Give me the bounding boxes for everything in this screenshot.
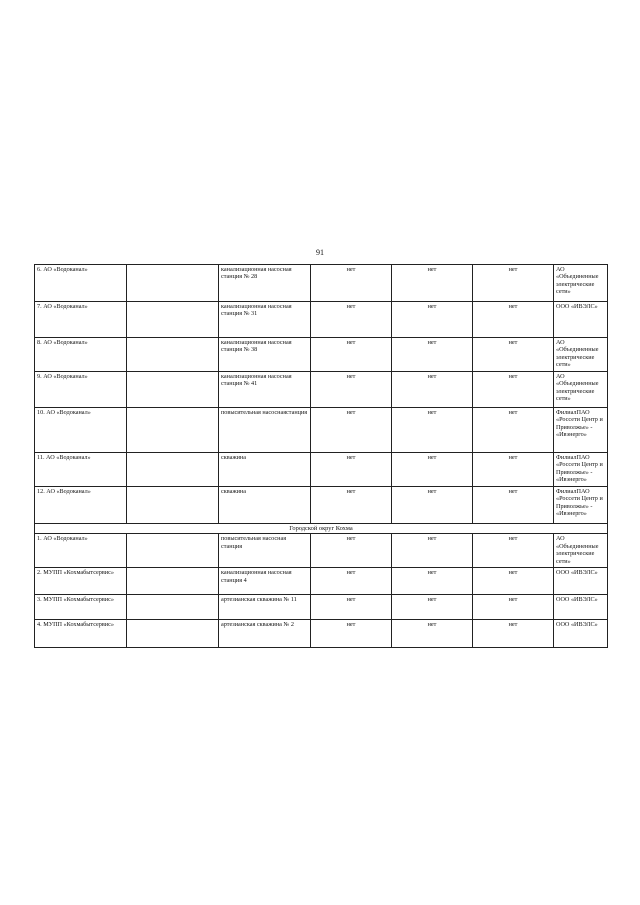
value-cell-1: нет: [311, 453, 392, 487]
value-cell-3: нет: [473, 408, 554, 453]
table-body-lower: [35, 534, 608, 648]
value-cell-2: нет: [392, 568, 473, 595]
supplier-cell: ООО «ИВЭЛС»: [554, 595, 608, 620]
table-row: [35, 453, 608, 487]
value-cell-1: нет: [311, 408, 392, 453]
value-cell-2: нет: [392, 265, 473, 302]
facility-cell: скважина: [219, 487, 311, 524]
operator-cell: 3. МУПП «Кохмабытсервис»: [35, 595, 127, 620]
table-body-upper: [35, 265, 608, 524]
facility-cell: канализационная насосная станция № 31: [219, 302, 311, 338]
value-cell-2: нет: [392, 620, 473, 648]
operator-cell: 7. АО «Водоканал»: [35, 302, 127, 338]
operator-cell: 6. АО «Водоканал»: [35, 265, 127, 302]
value-cell-2: нет: [392, 302, 473, 338]
blank-cell: [127, 372, 219, 408]
facility-cell: повысительная насосная станция: [219, 534, 311, 568]
supplier-cell: ФилиалПАО «Россети Центр и Приволжье» - «Ивэнерго»: [554, 487, 608, 524]
operator-cell: 11. АО «Водоканал»: [35, 453, 127, 487]
facility-cell: канализационная насосная станция № 28: [219, 265, 311, 302]
facility-cell: канализационная насосная станция № 41: [219, 372, 311, 408]
section-title: Городской округ Кохма: [35, 524, 608, 534]
blank-cell: [127, 453, 219, 487]
supplier-cell: ООО «ИВЭЛС»: [554, 620, 608, 648]
blank-cell: [127, 620, 219, 648]
value-cell-2: нет: [392, 534, 473, 568]
value-cell-3: нет: [473, 338, 554, 372]
value-cell-3: нет: [473, 372, 554, 408]
operator-cell: 4. МУПП «Кохмабытсервис»: [35, 620, 127, 648]
value-cell-3: нет: [473, 595, 554, 620]
blank-cell: [127, 408, 219, 453]
value-cell-1: нет: [311, 487, 392, 524]
value-cell-3: нет: [473, 302, 554, 338]
value-cell-2: нет: [392, 453, 473, 487]
operator-cell: 9. АО «Водоканал»: [35, 372, 127, 408]
table-row: [35, 265, 608, 302]
table-row: [35, 534, 608, 568]
blank-cell: [127, 302, 219, 338]
table-row: [35, 487, 608, 524]
operator-cell: 1. АО «Водоканал»: [35, 534, 127, 568]
page-number: 91: [316, 248, 324, 257]
value-cell-1: нет: [311, 620, 392, 648]
table-row: [35, 620, 608, 648]
table-row: [35, 408, 608, 453]
operator-cell: 8. АО «Водоканал»: [35, 338, 127, 372]
value-cell-1: нет: [311, 302, 392, 338]
facility-cell: артезианская скважина № 2: [219, 620, 311, 648]
blank-cell: [127, 568, 219, 595]
supplier-cell: АО «Объединенные электрические сети»: [554, 265, 608, 302]
operator-cell: 10. АО «Водоканал»: [35, 408, 127, 453]
value-cell-2: нет: [392, 595, 473, 620]
value-cell-3: нет: [473, 487, 554, 524]
value-cell-2: нет: [392, 408, 473, 453]
blank-cell: [127, 265, 219, 302]
table-row: [35, 302, 608, 338]
section-header-group: [35, 524, 608, 534]
value-cell-3: нет: [473, 265, 554, 302]
value-cell-1: нет: [311, 568, 392, 595]
blank-cell: [127, 595, 219, 620]
supplier-cell: ФилиалПАО «Россети Центр и Приволжье» - «Ивэнерго»: [554, 408, 608, 453]
facility-cell: канализационная насосная станция 4: [219, 568, 311, 595]
facility-cell: скважина: [219, 453, 311, 487]
value-cell-2: нет: [392, 372, 473, 408]
supplier-cell: АО «Объединенные электрические сети»: [554, 534, 608, 568]
value-cell-1: нет: [311, 338, 392, 372]
value-cell-1: нет: [311, 595, 392, 620]
value-cell-1: нет: [311, 534, 392, 568]
value-cell-1: нет: [311, 372, 392, 408]
supplier-cell: ФилиалПАО «Россети Центр и Приволжье» - «Ивэнерго»: [554, 453, 608, 487]
value-cell-3: нет: [473, 620, 554, 648]
operator-cell: 12. АО «Водоканал»: [35, 487, 127, 524]
supplier-cell: ООО «ИВЭЛС»: [554, 302, 608, 338]
table-row: [35, 568, 608, 595]
blank-cell: [127, 338, 219, 372]
supplier-cell: АО «Объединенные электрические сети»: [554, 338, 608, 372]
value-cell-1: нет: [311, 265, 392, 302]
power-supply-table: [34, 264, 608, 648]
table-row: [35, 595, 608, 620]
table-row: [35, 372, 608, 408]
table-row: [35, 338, 608, 372]
value-cell-3: нет: [473, 534, 554, 568]
value-cell-2: нет: [392, 338, 473, 372]
section-row: [35, 524, 608, 534]
supplier-cell: АО «Объединенные электрические сети»: [554, 372, 608, 408]
facility-cell: повысительная насоснаястанция: [219, 408, 311, 453]
value-cell-2: нет: [392, 487, 473, 524]
facility-cell: канализационная насосная станция № 38: [219, 338, 311, 372]
operator-cell: 2. МУПП «Кохмабытсервис»: [35, 568, 127, 595]
supplier-cell: ООО «ИВЭЛС»: [554, 568, 608, 595]
blank-cell: [127, 534, 219, 568]
value-cell-3: нет: [473, 453, 554, 487]
value-cell-3: нет: [473, 568, 554, 595]
facility-cell: артезианская скважина № 11: [219, 595, 311, 620]
blank-cell: [127, 487, 219, 524]
